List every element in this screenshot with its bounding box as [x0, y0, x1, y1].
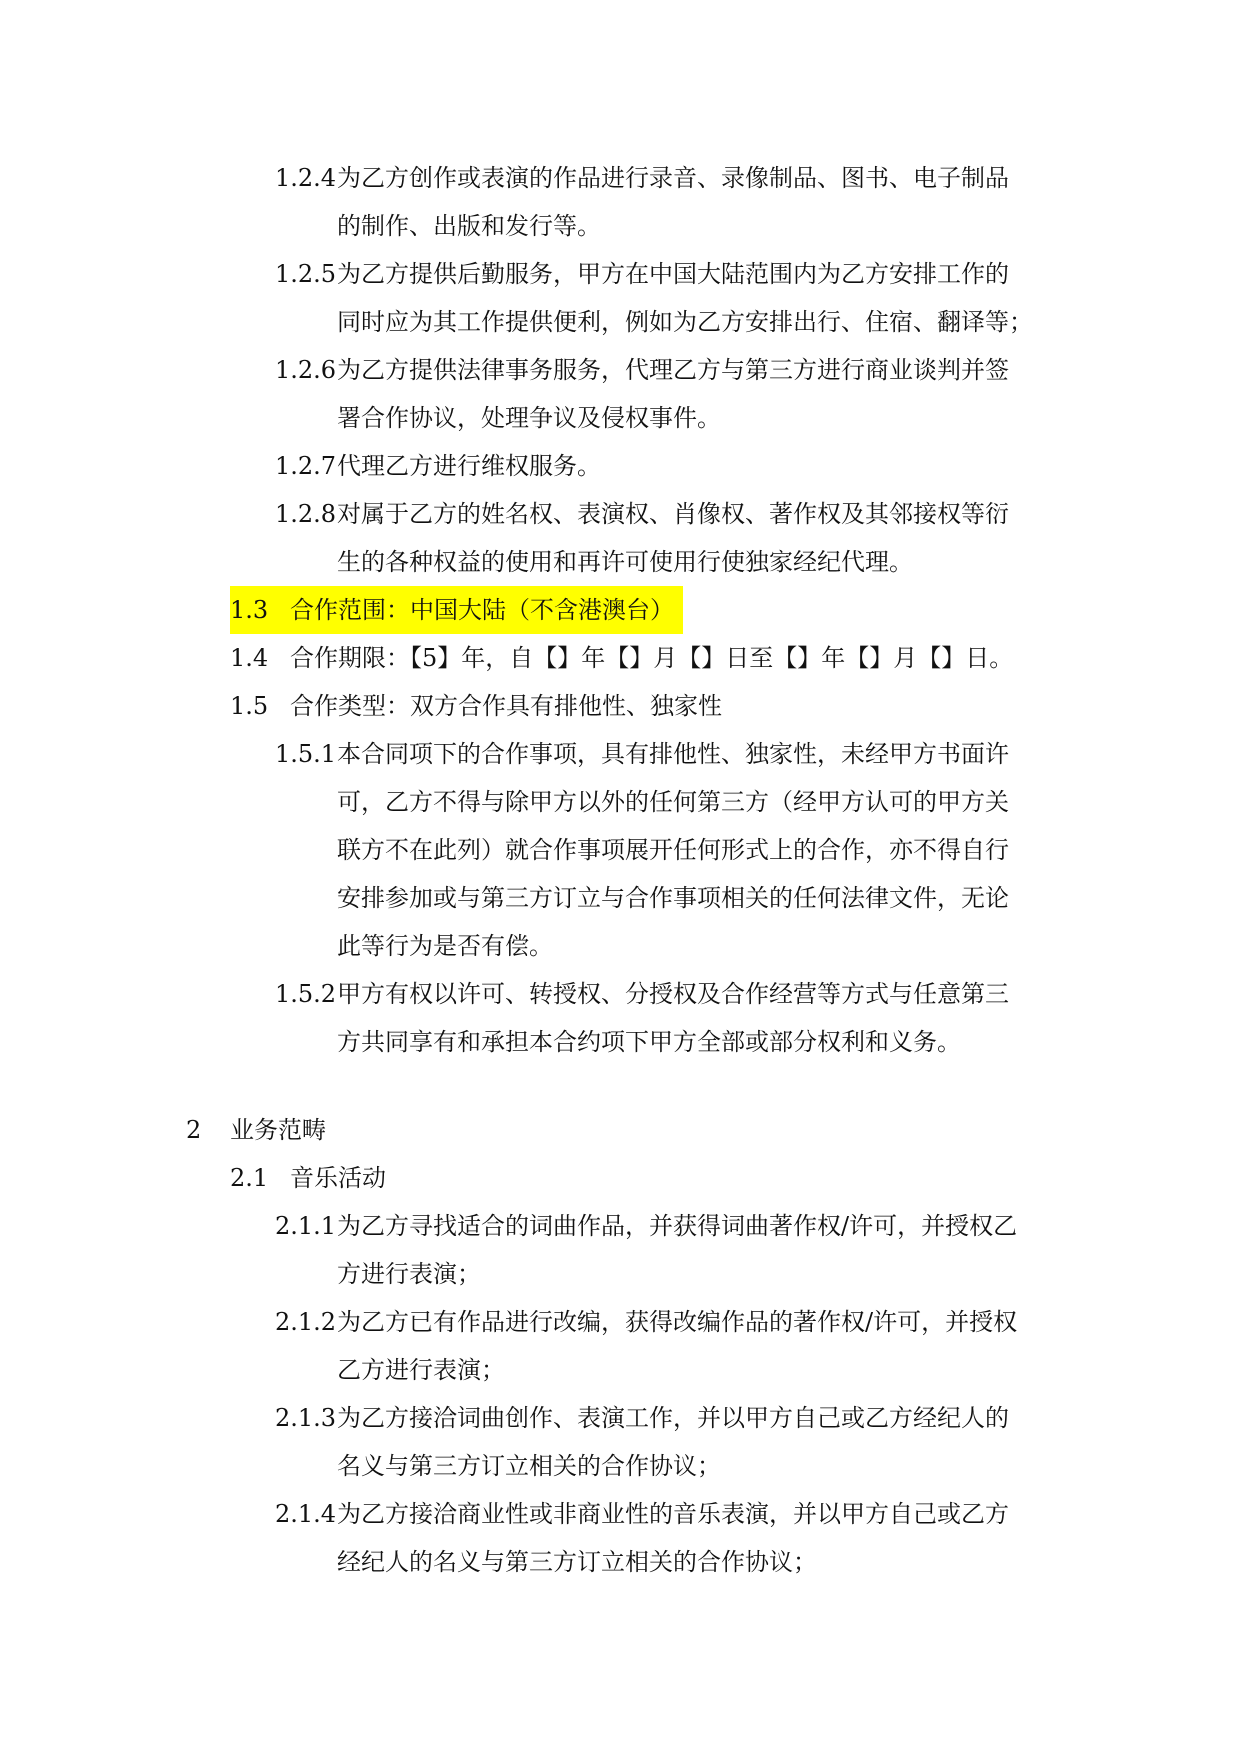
clause-text: 合作范围：中国大陆（不含港澳台） — [290, 596, 674, 624]
clause-text: 合作期限：【5】年，自【】年【】月【】日至【】年【】月【】日。 — [290, 644, 1014, 672]
clause-1-2-8-line-2: 生的各种权益的使用和再许可使用行使独家经纪代理。 — [337, 548, 913, 576]
clause-1-5-1-line-5: 此等行为是否有偿。 — [337, 932, 553, 960]
clause-text: 甲方有权以许可、转授权、分授权及合作经营等方式与任意第三 — [337, 980, 1009, 1008]
clause-text: 代理乙方进行维权服务。 — [337, 452, 601, 480]
clause-1-5-2-line-2: 方共同享有和承担本合约项下甲方全部或部分权利和义务。 — [337, 1028, 961, 1056]
clause-text: 为乙方已有作品进行改编，获得改编作品的著作权/许可，并授权 — [337, 1308, 1018, 1336]
clause-2-1-2-line-2: 乙方进行表演； — [337, 1356, 505, 1384]
clause-1-3-highlighted — [230, 586, 683, 634]
clause-1-5-1-line-4: 安排参加或与第三方订立与合作事项相关的任何法律文件，无论 — [337, 884, 1009, 912]
clause-number: 1.3 — [230, 596, 269, 624]
clause-number: 2.1.1 — [275, 1212, 337, 1240]
clause-number: 2.1.4 — [275, 1500, 337, 1528]
clause-text: 为乙方接洽商业性或非商业性的音乐表演，并以甲方自己或乙方 — [337, 1500, 1009, 1528]
clause-1-5-1-line-2: 可，乙方不得与除甲方以外的任何第三方（经甲方认可的甲方关 — [337, 788, 1009, 816]
clause-1-2-6-line-2: 署合作协议，处理争议及侵权事件。 — [337, 404, 721, 432]
clause-number: 1.4 — [230, 644, 269, 672]
section-number: 2 — [186, 1116, 202, 1144]
clause-2-1-3-line-2: 名义与第三方订立相关的合作协议； — [337, 1452, 721, 1480]
clause-number: 2.1.3 — [275, 1404, 337, 1432]
clause-number: 1.2.5 — [275, 260, 337, 288]
clause-text: 为乙方寻找适合的词曲作品，并获得词曲著作权/许可，并授权乙 — [337, 1212, 1018, 1240]
clause-number: 2.1 — [230, 1164, 269, 1192]
clause-1-5-1-line-3: 联方不在此列）就合作事项展开任何形式上的合作，亦不得自行 — [337, 836, 1009, 864]
clause-text: 本合同项下的合作事项，具有排他性、独家性，未经甲方书面许 — [337, 740, 1009, 768]
clause-text: 为乙方提供法律事务服务，代理乙方与第三方进行商业谈判并签 — [337, 356, 1009, 384]
clause-number: 1.2.7 — [275, 452, 337, 480]
clause-2-1-4-line-2: 经纪人的名义与第三方订立相关的合作协议； — [337, 1548, 817, 1576]
clause-number: 1.2.8 — [275, 500, 337, 528]
clause-text: 为乙方接洽词曲创作、表演工作，并以甲方自己或乙方经纪人的 — [337, 1404, 1009, 1432]
clause-1-2-5-line-2: 同时应为其工作提供便利，例如为乙方安排出行、住宿、翻译等； — [337, 308, 1033, 336]
clause-2-1-1-line-2: 方进行表演； — [337, 1260, 481, 1288]
clause-text: 音乐活动 — [290, 1164, 386, 1192]
clause-number: 1.2.6 — [275, 356, 337, 384]
clause-number: 1.2.4 — [275, 164, 337, 192]
clause-text: 合作类型：双方合作具有排他性、独家性 — [290, 692, 722, 720]
clause-number: 1.5.1 — [275, 740, 337, 768]
clause-1-2-4-line-2: 的制作、出版和发行等。 — [337, 212, 601, 240]
clause-text: 对属于乙方的姓名权、表演权、肖像权、著作权及其邻接权等衍 — [337, 500, 1009, 528]
clause-number: 1.5.2 — [275, 980, 337, 1008]
clause-number: 1.5 — [230, 692, 269, 720]
clause-text: 为乙方提供后勤服务，甲方在中国大陆范围内为乙方安排工作的 — [337, 260, 1009, 288]
clause-text: 为乙方创作或表演的作品进行录音、录像制品、图书、电子制品 — [337, 164, 1009, 192]
clause-number: 2.1.2 — [275, 1308, 337, 1336]
section-title: 业务范畴 — [230, 1116, 326, 1144]
